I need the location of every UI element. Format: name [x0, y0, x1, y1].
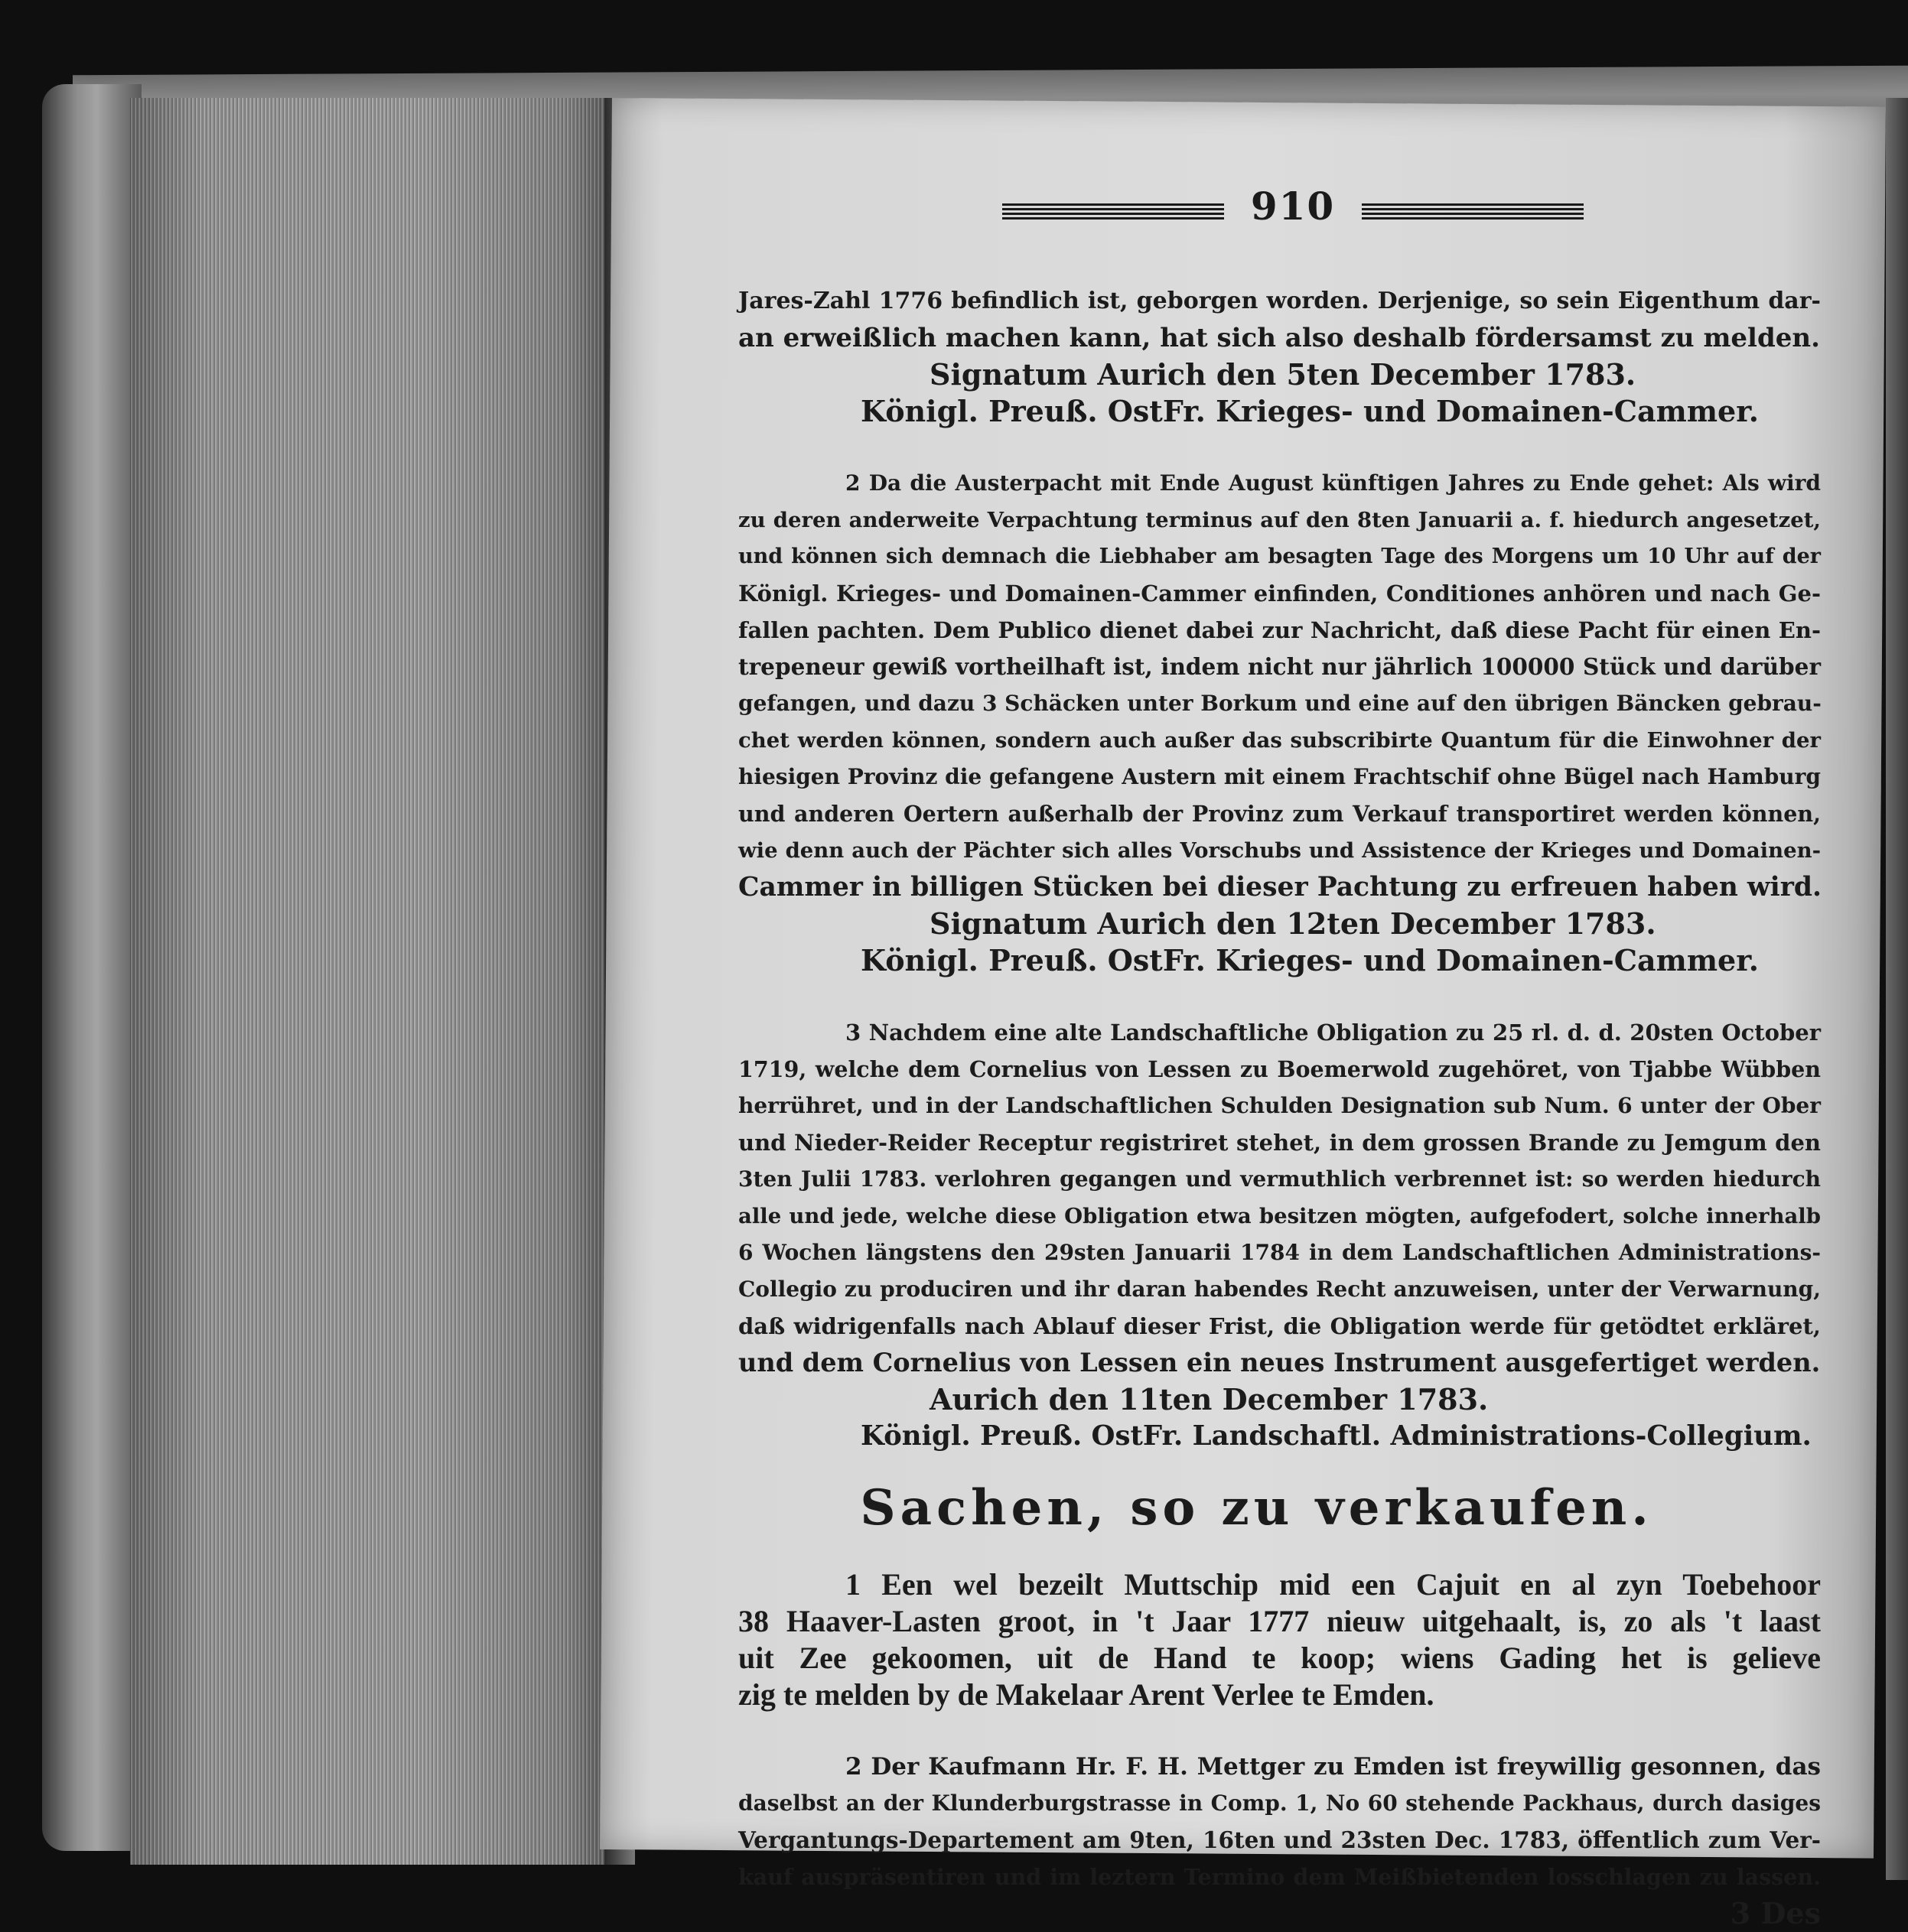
notice-2 — [738, 465, 1821, 979]
text-line: 3 Nachdem eine alte Landschaftliche Obligation zu 25 rl. d. d. 20sten October — [845, 1020, 1821, 1046]
text-line: trepeneur gewiß vortheilhaft ist, indem nicht nur jährlich 100000 Stück und darüber — [738, 653, 1821, 680]
text-line: und anderen Oertern außerhalb der Provinz zum Verkauf transportiret werden können, — [738, 801, 1821, 827]
notice-1 — [738, 283, 1821, 430]
text-line: und dem Cornelius von Lessen ein neues Instrument ausgefertiget werden. — [738, 1348, 1821, 1377]
text-line: 1 Een wel bezeilt Muttschip mid een Cajuit en al zyn Toebehoor — [845, 1567, 1821, 1602]
notice-3 — [738, 1014, 1821, 1455]
text-line: und Nieder-Reider Receptur registriret stehet, in dem grossen Brande zu Jemgum den — [738, 1130, 1821, 1156]
text-line: gefangen, und dazu 3 Schäcken unter Borkum und eine auf den übrigen Bäncken gebrau- — [738, 691, 1822, 716]
text-line: 6 Wochen längstens den 29sten Januarii 1784 in dem Landschaftlichen Administrations- — [738, 1240, 1821, 1265]
signature-place: Signatum Aurich den 5ten December 1783. — [930, 357, 1636, 392]
text-line: Cammer in billigen Stücken bei dieser Pachtung zu erfreuen haben wird. — [738, 872, 1822, 903]
text-line: Königl. Krieges- und Domainen-Cammer einfinden, Conditiones anhören und nach Ge- — [738, 581, 1821, 607]
header-rule-right — [1362, 203, 1584, 220]
text-line: chet werden können, sondern auch außer das subscribirte Quantum für die Einwohner der — [738, 728, 1821, 753]
text-line: hiesigen Provinz die gefangene Austern mit einem Frachtschif ohne Bügel nach Hamburg — [738, 764, 1821, 789]
catchword: 3 Des — [1730, 1896, 1821, 1930]
text-line: Jares-Zahl 1776 befindlich ist, geborgen worden. Derjenige, so sein Eigenthum dar- — [738, 288, 1821, 314]
text-line: Collegio zu produciren und ihr daran habendes Recht anzuweisen, unter der Verwarnung, — [738, 1277, 1821, 1302]
text-line: und können sich demnach die Liebhaber am besagten Tage des Morgens um 10 Uhr auf der — [738, 545, 1821, 568]
signature-place: Signatum Aurich den 12ten December 1783. — [930, 906, 1656, 941]
signature-authority: Königl. Preuß. OstFr. Landschaftl. Administrations-Collegium. — [861, 1420, 1812, 1452]
text-line: daselbst an der Klunderburgstrasse in Comp. 1, No 60 stehende Packhaus, durch dasiges — [738, 1791, 1821, 1816]
text-line: Vergantungs-Departement am 9ten, 16ten und 23sten Dec. 1783, öffentlich zum Ver- — [738, 1826, 1821, 1853]
page-body — [738, 283, 1821, 1932]
text-line: 2 Da die Austerpacht mit Ende August künftigen Jahres zu Ende gehet: Als wird — [845, 470, 1821, 496]
signature-authority: Königl. Preuß. OstFr. Krieges- und Domainen-Cammer. — [861, 394, 1759, 428]
text-line: herrühret, und in der Landschaftlichen Schulden Designation sub Num. 6 unter der Ober — [738, 1093, 1821, 1118]
text-line: 1719, welche dem Cornelius von Lessen zu Boemerwold zugehöret, von Tjabbe Wübben — [738, 1056, 1821, 1082]
signature-authority: Königl. Preuß. OstFr. Krieges- und Domainen-Cammer. — [861, 943, 1759, 977]
signature-place: Aurich den 11ten December 1783. — [930, 1382, 1489, 1416]
text-line: 2 Der Kaufmann Hr. F. H. Mettger zu Emden ist freywillig gesonnen, das — [845, 1753, 1821, 1781]
text-line: 38 Haaver-Lasten groot, in 't Jaar 1777 nieuw uitgehaalt, is, zo als 't laast — [738, 1604, 1821, 1638]
text-line: alle und jede, welche diese Obligation etwa besitzen mögten, aufgefodert, solche innerhalb — [738, 1204, 1821, 1228]
header-rule-left — [1002, 203, 1224, 220]
text-line: daß widrigenfalls nach Ablauf dieser Frist, die Obligation werde für getödtet erkläret, — [738, 1313, 1821, 1339]
sale-notice-1 — [738, 1566, 1821, 1713]
text-line: an erweißlich machen kann, hat sich also deshalb fördersamst zu melden. — [738, 323, 1820, 353]
book-spine — [42, 84, 142, 1851]
book-right-edge — [1886, 98, 1908, 1880]
text-line: wie denn auch der Pächter sich alles Vorschubs und Assistence der Krieges und Domainen- — [738, 838, 1821, 863]
text-line: 3ten Julii 1783. verlohren gegangen und vermuthlich verbrennet ist: so werden hiedurch — [738, 1166, 1821, 1192]
sale-notice-2 — [738, 1748, 1821, 1895]
page-header — [1002, 184, 1584, 229]
text-line: kauf auspräsentiren und im leztern Termino dem Meißbietenden losschlagen zu lassen. — [738, 1864, 1821, 1890]
page-number: 910 — [1250, 184, 1336, 229]
text-line: zu deren anderweite Verpachtung terminus auf den 8ten Januarii a. f. hiedurch angesetzet, — [738, 508, 1821, 532]
section-heading: Sachen, so zu verkaufen. — [860, 1479, 1653, 1537]
text-line: fallen pachten. Dem Publico dienet dabei zur Nachricht, daß diese Pacht für einen En- — [738, 617, 1821, 643]
text-line: uit Zee gekoomen, uit de Hand te koop; wiens Gading het is gelieve — [738, 1641, 1821, 1675]
text-line: zig te melden by de Makelaar Arent Verlee te Emden. — [738, 1677, 1434, 1712]
page-stack-edge — [130, 98, 620, 1865]
